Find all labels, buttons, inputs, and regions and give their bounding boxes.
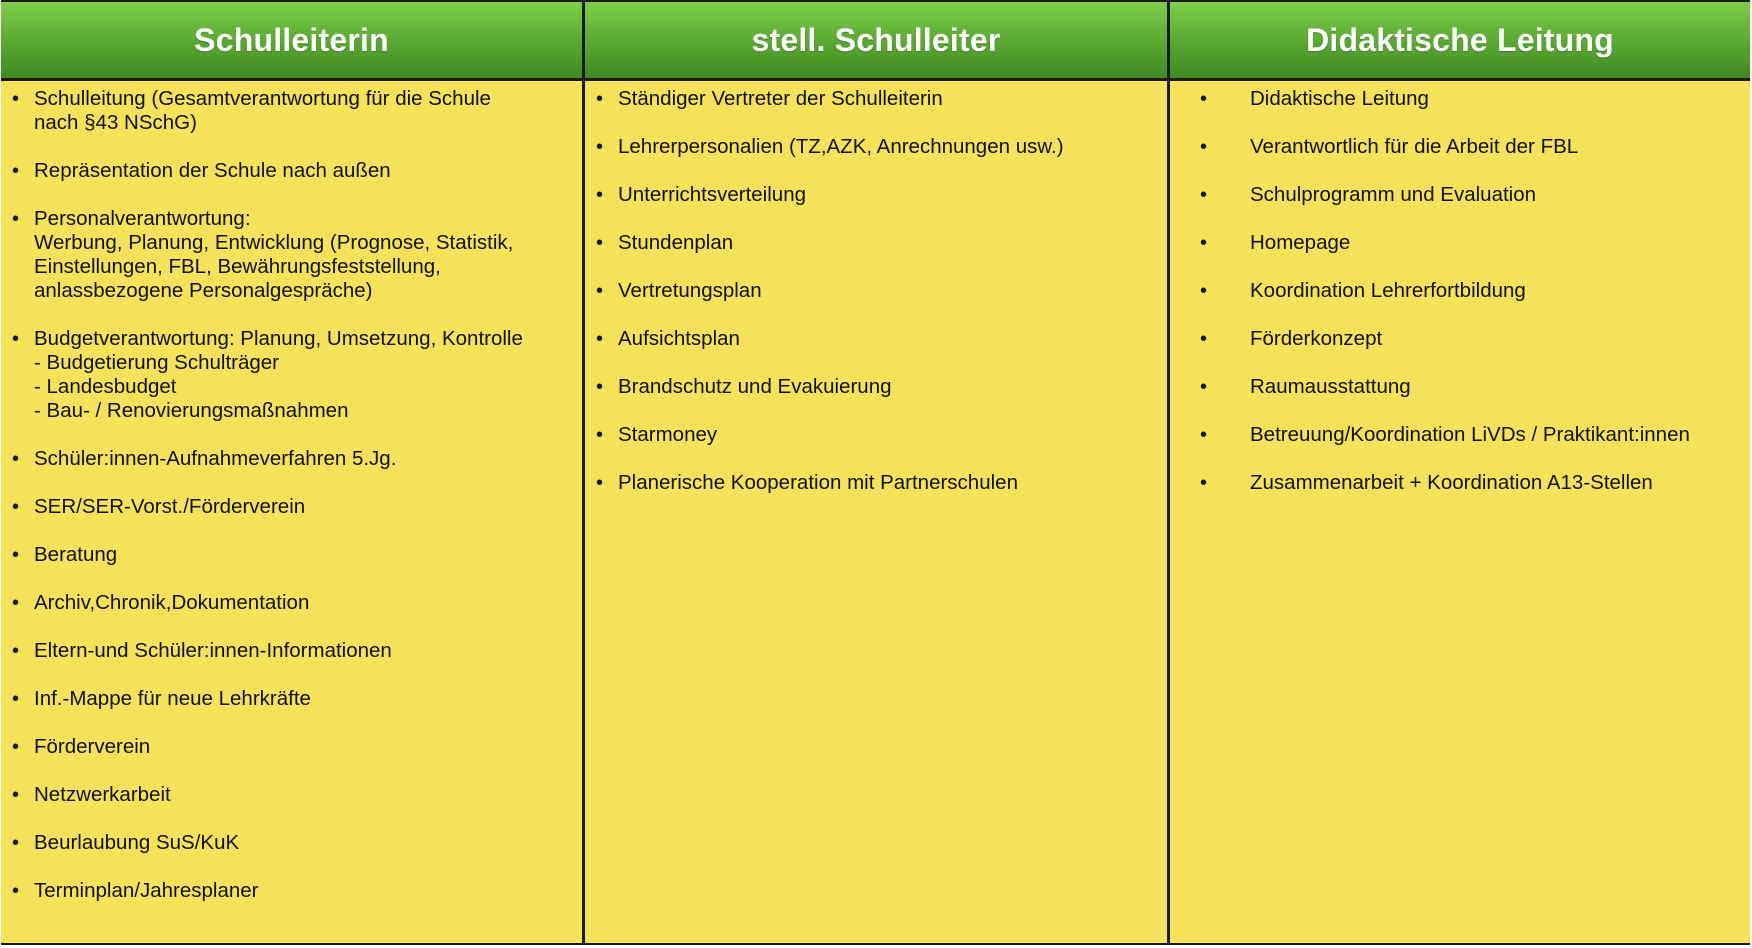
list-item-text: Aufsichtsplan	[618, 327, 740, 350]
list-item-text: Koordination Lehrerfortbildung	[1250, 279, 1526, 302]
list-item	[1, 87, 582, 135]
list-item	[585, 375, 1167, 399]
list-item	[1, 879, 582, 903]
list-item-text: Budgetverantwortung: Planung, Umsetzung, Kontrolle - Budgetierung Schulträger - Landesbudget - Bau- / Renovierungsmaßnahmen	[34, 327, 523, 422]
column-body	[1, 81, 582, 943]
task-list	[1, 87, 582, 903]
bullet-icon: •	[596, 88, 604, 110]
list-item-text: Eltern-und Schüler:innen-Informationen	[34, 639, 392, 662]
list-item-text: Netzwerkarbeit	[34, 783, 171, 806]
bullet-icon: •	[12, 832, 20, 854]
task-list	[585, 87, 1167, 495]
bullet-icon: •	[12, 688, 20, 710]
bullet-icon: •	[596, 424, 604, 446]
bullet-icon: •	[1200, 88, 1208, 110]
list-item	[1170, 471, 1750, 495]
list-item-text: Zusammenarbeit + Koordination A13-Stellen	[1250, 471, 1653, 494]
list-item-text: Betreuung/Koordination LiVDs / Praktikant:innen	[1250, 423, 1690, 446]
bullet-icon: •	[12, 784, 20, 806]
bullet-icon: •	[596, 328, 604, 350]
list-item-text: Beratung	[34, 543, 118, 566]
list-item-text: Förderverein	[34, 735, 151, 758]
list-item	[585, 135, 1167, 159]
list-item-text: Förderkonzept	[1250, 327, 1383, 350]
column-schulleiterin	[1, 0, 582, 945]
bullet-icon: •	[12, 448, 20, 470]
list-item	[1, 639, 582, 663]
bullet-icon: •	[12, 328, 20, 350]
bullet-icon: •	[596, 184, 604, 206]
list-item-text: Vertretungsplan	[618, 279, 762, 302]
list-item	[1170, 375, 1750, 399]
list-item	[1, 495, 582, 519]
bullet-icon: •	[596, 232, 604, 254]
list-item-text: Beurlaubung SuS/KuK	[34, 831, 240, 854]
list-item	[1, 687, 582, 711]
bullet-icon: •	[1200, 184, 1208, 206]
bullet-icon: •	[1200, 136, 1208, 158]
list-item-text: Ständiger Vertreter der Schulleiterin	[618, 87, 943, 110]
list-item	[1170, 87, 1750, 111]
list-item	[585, 279, 1167, 303]
list-item-text: Didaktische Leitung	[1250, 87, 1429, 110]
list-item	[585, 423, 1167, 447]
bullet-icon: •	[12, 592, 20, 614]
list-item	[1, 207, 582, 303]
list-item-text: Homepage	[1250, 231, 1351, 254]
list-item-text: Starmoney	[618, 423, 718, 446]
bullet-icon: •	[596, 280, 604, 302]
list-item	[585, 327, 1167, 351]
list-item	[1, 543, 582, 567]
list-item-text: Inf.-Mappe für neue Lehrkräfte	[34, 687, 311, 710]
bullet-icon: •	[596, 472, 604, 494]
column-body	[585, 81, 1167, 943]
task-list	[1170, 87, 1750, 495]
bullet-icon: •	[12, 736, 20, 758]
column-header: stell. Schulleiter	[585, 2, 1167, 78]
bullet-icon: •	[12, 880, 20, 902]
list-item-text: Schulleitung (Gesamtverantwortung für die Schule nach §43 NSchG)	[34, 87, 491, 134]
column-stell-schulleiter	[585, 0, 1167, 945]
list-item	[1, 591, 582, 615]
bullet-icon: •	[596, 376, 604, 398]
bullet-icon: •	[1200, 376, 1208, 398]
column-didaktische-leitung	[1170, 0, 1750, 945]
bullet-icon: •	[1200, 328, 1208, 350]
column-header: Schulleiterin	[1, 2, 582, 78]
list-item	[1, 831, 582, 855]
list-item	[1, 783, 582, 807]
list-item-text: Stundenplan	[618, 231, 734, 254]
list-item	[1, 735, 582, 759]
list-item-text: Unterrichtsverteilung	[618, 183, 806, 206]
bullet-icon: •	[596, 136, 604, 158]
list-item	[585, 87, 1167, 111]
list-item-text: SER/SER-Vorst./Förderverein	[34, 495, 306, 518]
bullet-icon: •	[12, 640, 20, 662]
bullet-icon: •	[1200, 232, 1208, 254]
list-item-text: Brandschutz und Evakuierung	[618, 375, 892, 398]
list-item-text: Lehrerpersonalien (TZ,AZK, Anrechnungen usw.)	[618, 135, 1064, 158]
bullet-icon: •	[12, 88, 20, 110]
list-item	[1170, 423, 1750, 447]
list-item-text: Verantwortlich für die Arbeit der FBL	[1250, 135, 1579, 158]
bullet-icon: •	[12, 496, 20, 518]
list-item-text: Personalverantwortung: Werbung, Planung, Entwicklung (Prognose, Statistik, Einstellungen, FBL, Bewährungsfeststellung, anlassbezogene Personalgespräche)	[34, 207, 514, 302]
list-item	[1, 327, 582, 423]
list-item	[1170, 135, 1750, 159]
list-item	[1, 447, 582, 471]
column-header: Didaktische Leitung	[1170, 2, 1750, 78]
list-item-text: Schüler:innen-Aufnahmeverfahren 5.Jg.	[34, 447, 397, 470]
list-item	[1170, 183, 1750, 207]
column-body	[1170, 81, 1750, 943]
list-item	[585, 231, 1167, 255]
list-item-text: Terminplan/Jahresplaner	[34, 879, 259, 902]
list-item-text: Repräsentation der Schule nach außen	[34, 159, 391, 182]
list-item-text: Planerische Kooperation mit Partnerschulen	[618, 471, 1018, 494]
bullet-icon: •	[12, 208, 20, 230]
bullet-icon: •	[12, 160, 20, 182]
list-item-text: Raumausstattung	[1250, 375, 1411, 398]
bullet-icon: •	[12, 544, 20, 566]
list-item	[1, 159, 582, 183]
list-item-text: Schulprogramm und Evaluation	[1250, 183, 1537, 206]
list-item-text: Archiv,Chronik,Dokumentation	[34, 591, 310, 614]
list-item	[1170, 231, 1750, 255]
list-item	[1170, 279, 1750, 303]
list-item	[1170, 327, 1750, 351]
list-item	[585, 183, 1167, 207]
bullet-icon: •	[1200, 424, 1208, 446]
responsibilities-table	[1, 0, 1750, 945]
bullet-icon: •	[1200, 280, 1208, 302]
list-item	[585, 471, 1167, 495]
bullet-icon: •	[1200, 472, 1208, 494]
